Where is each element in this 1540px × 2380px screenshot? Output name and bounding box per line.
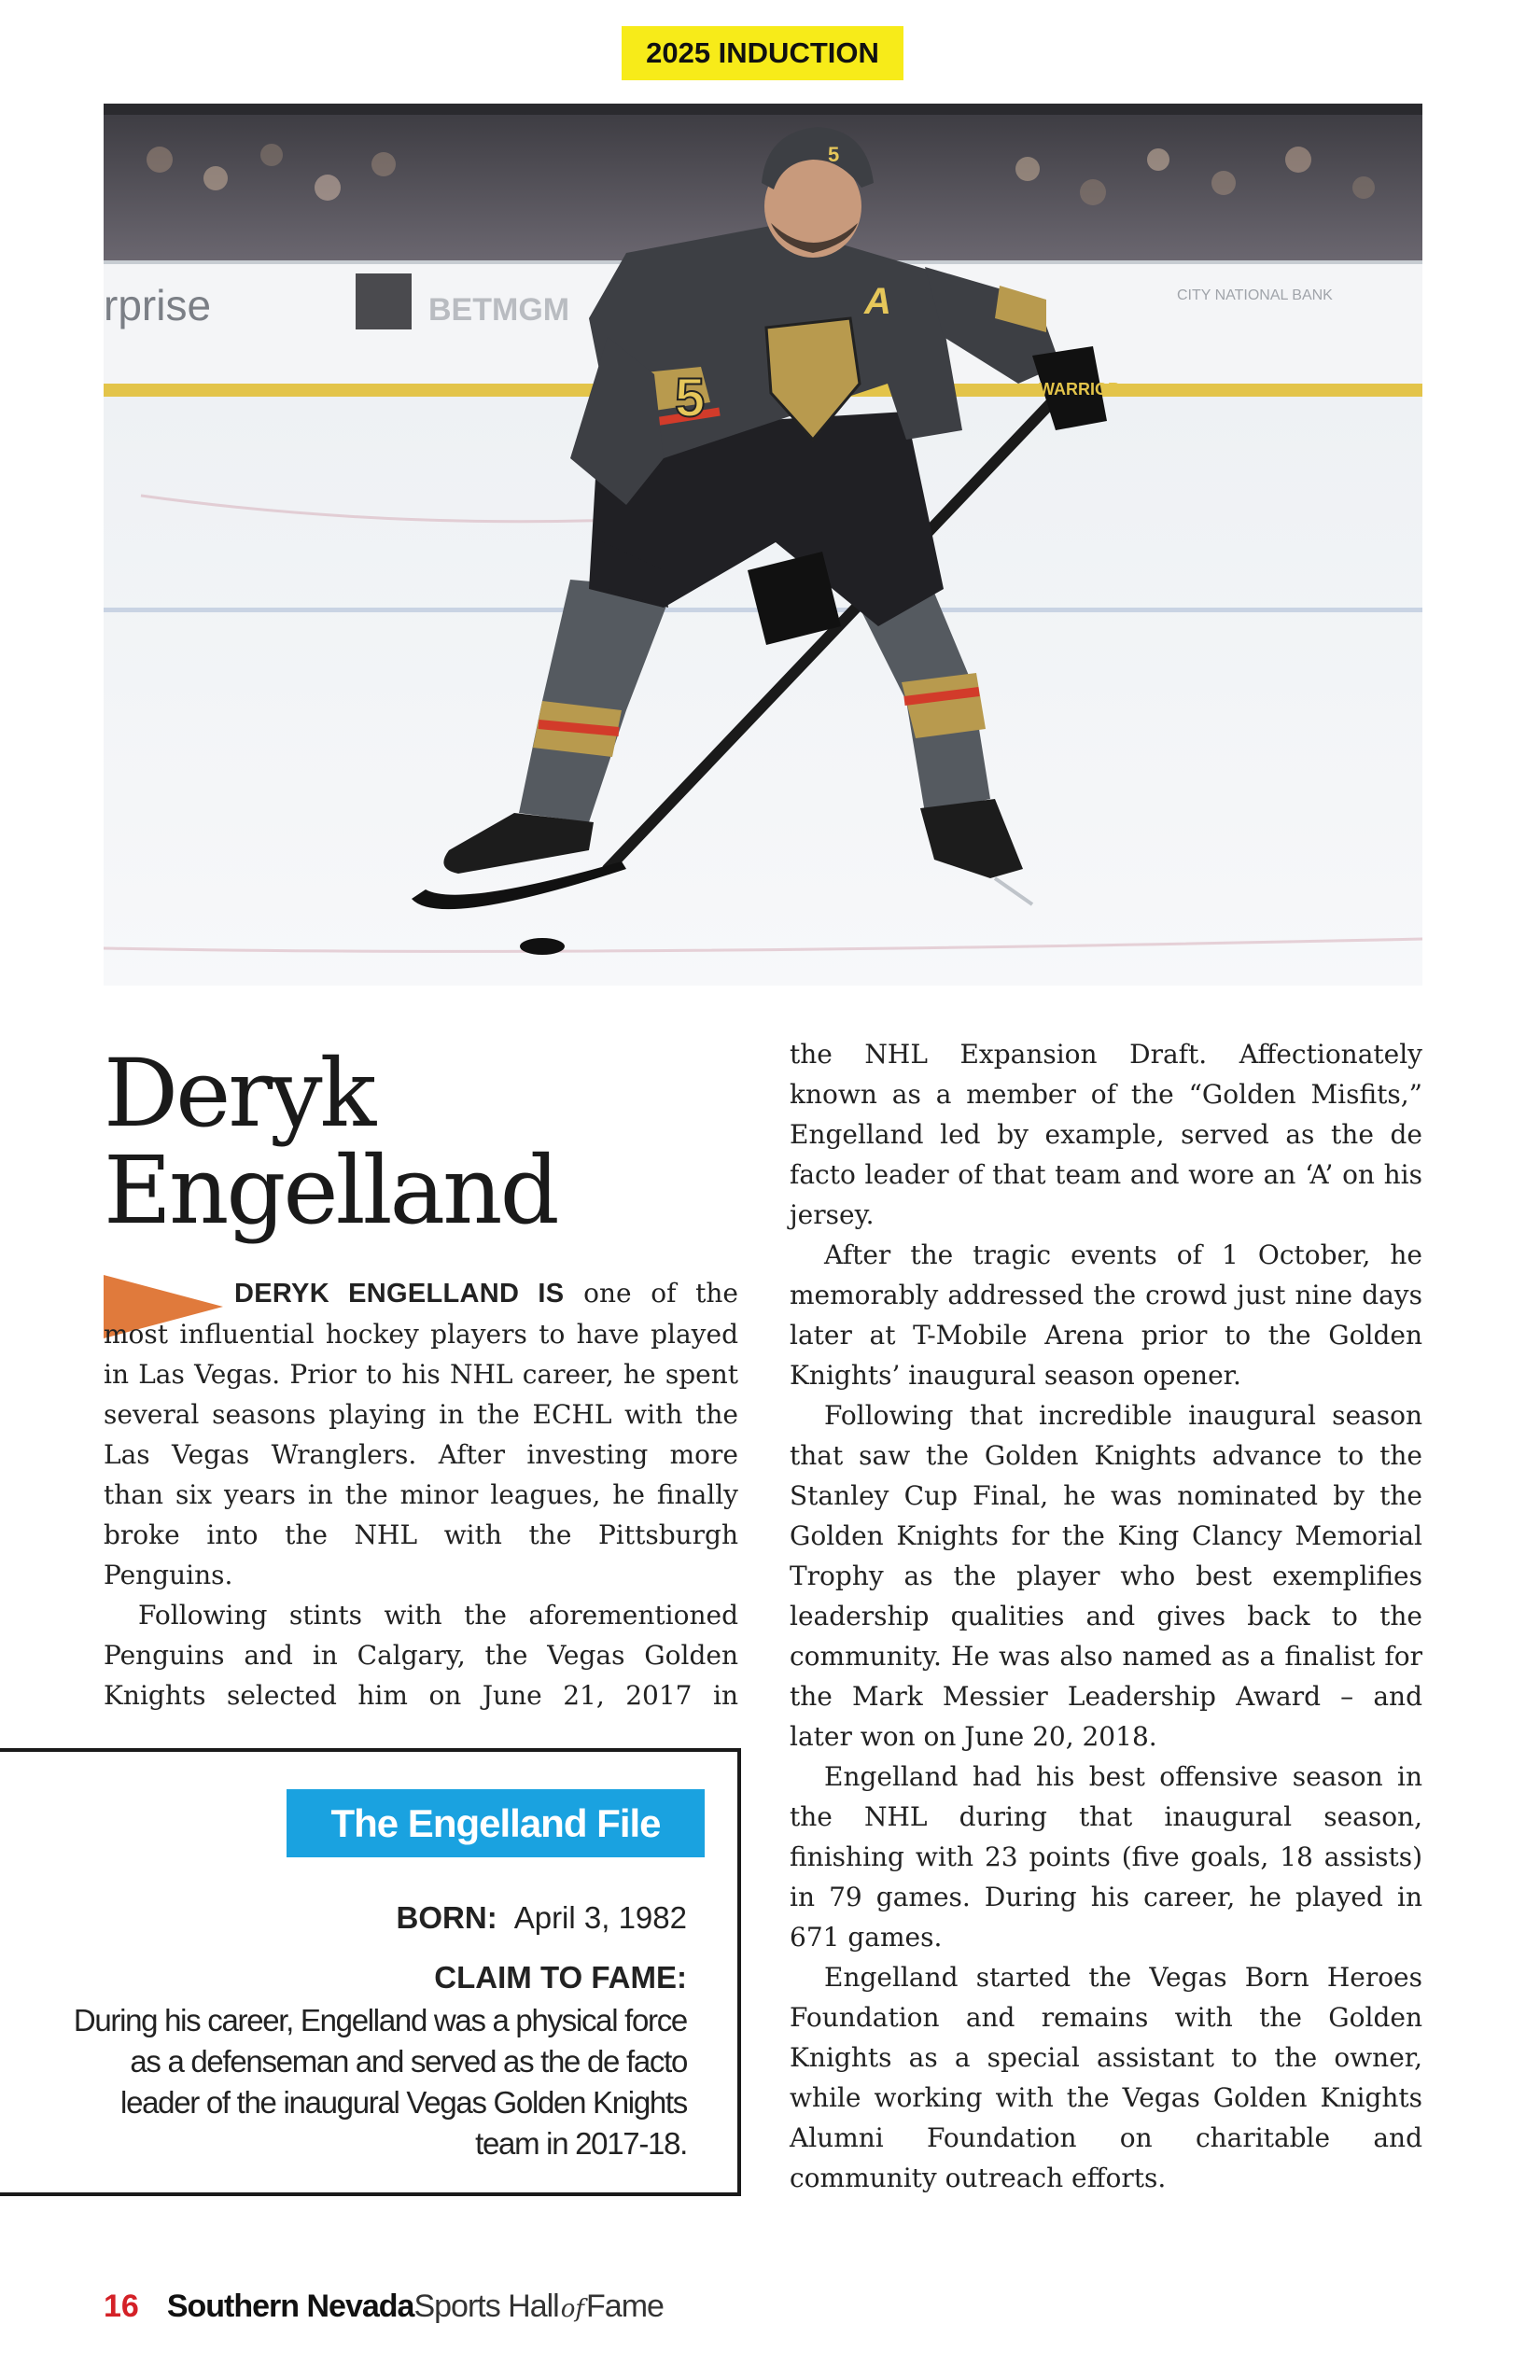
publication-of: of xyxy=(560,2295,585,2323)
claim-text: During his career, Engelland was a physical force as a defenseman and served as the de facto leader of the inaugural Vegas Golden Knights team in 2017-18. xyxy=(73,2003,687,2161)
claim-label: CLAIM TO FAME: xyxy=(434,1960,687,1995)
hockey-player-illustration xyxy=(104,104,1422,986)
name-first: Deryk xyxy=(104,1039,374,1148)
paragraph-4: Following that incredible inaugural season that saw the Golden Knights advance to the Stanley Cup Final, he was nominated by the Golden Knights for the King Clancy Memorial Trophy as the player who best exemplifies leadership qualities and gives back to the community. He was also named as a finalist for the Mark Messier Leadership Award – and later won on June 20, 2018. xyxy=(790,1400,1422,1752)
paragraph-5: Engelland had his best offensive season in the NHL during that inaugural season, finishing with 23 points (five goals, 18 assists) in 79 games. During his career, he played in 671 games. xyxy=(790,1761,1422,1953)
player-name xyxy=(104,1039,757,1245)
board-ad-right: CITY NATIONAL BANK xyxy=(1177,287,1333,303)
publication-bold: Southern Nevada xyxy=(166,2289,414,2324)
helmet-number: 5 xyxy=(828,143,840,166)
paragraph-2-continued: the NHL Expansion Draft. Affectionately known as a member of the “Golden Misfits,” Engelland led by example, served as the de facto leader of that team and wore an ‘A’ on his jersey. xyxy=(790,1039,1422,1230)
lead-caps: DERYK ENGELLAND IS xyxy=(234,1279,565,1309)
born-row xyxy=(84,1900,687,1936)
board-ad-mid: BETMGM xyxy=(428,292,570,328)
lead-paragraph xyxy=(104,1273,738,1595)
article-column-right xyxy=(790,1034,1422,2198)
fact-box-title: The Engelland File xyxy=(287,1789,705,1857)
paragraph-2: Following stints with the aforementioned Penguins and in Calgary, the Vegas Golden Knights selected him on June 21, 2017 in xyxy=(104,1600,738,1711)
paragraph-6: Engelland started the Vegas Born Heroes Foundation and remains with the Golden Knights as a special assistant to the owner, while working with the Vegas Golden Knights Alumni Foundation on charitable and community outreach efforts. xyxy=(790,1962,1422,2193)
captain-letter: A xyxy=(864,281,891,322)
publication-end: Fame xyxy=(586,2289,664,2324)
page-footer xyxy=(104,2289,664,2331)
hero-photo xyxy=(104,104,1422,986)
publication-light: Sports Hall xyxy=(413,2289,559,2324)
section-banner: 2025 INDUCTION xyxy=(622,26,903,80)
article-column-left xyxy=(104,1273,738,1715)
paragraph-3: After the tragic events of 1 October, he memorably addressed the crowd just nine days later at T-Mobile Arena prior to the Golden Knights’ inaugural season opener. xyxy=(790,1239,1422,1391)
board-ad-left: rprise xyxy=(104,281,212,329)
page-number: 16 xyxy=(104,2289,139,2324)
puck xyxy=(520,938,565,955)
born-value: April 3, 1982 xyxy=(513,1900,687,1935)
jersey-number: 5 xyxy=(675,368,706,428)
name-last: Engelland xyxy=(104,1136,557,1245)
lead-text: one of the most influential hockey players to have played in Las Vegas. Prior to his NHL career, he spent several seasons playing in the ECHL with the Las Vegas Wranglers. After investing more than six years in the minor leagues, he finally broke into the NHL with the Pittsburgh Penguins. xyxy=(104,1278,739,1590)
born-label: BORN: xyxy=(396,1900,497,1935)
glove-brand: WARRIOR xyxy=(1039,380,1120,399)
